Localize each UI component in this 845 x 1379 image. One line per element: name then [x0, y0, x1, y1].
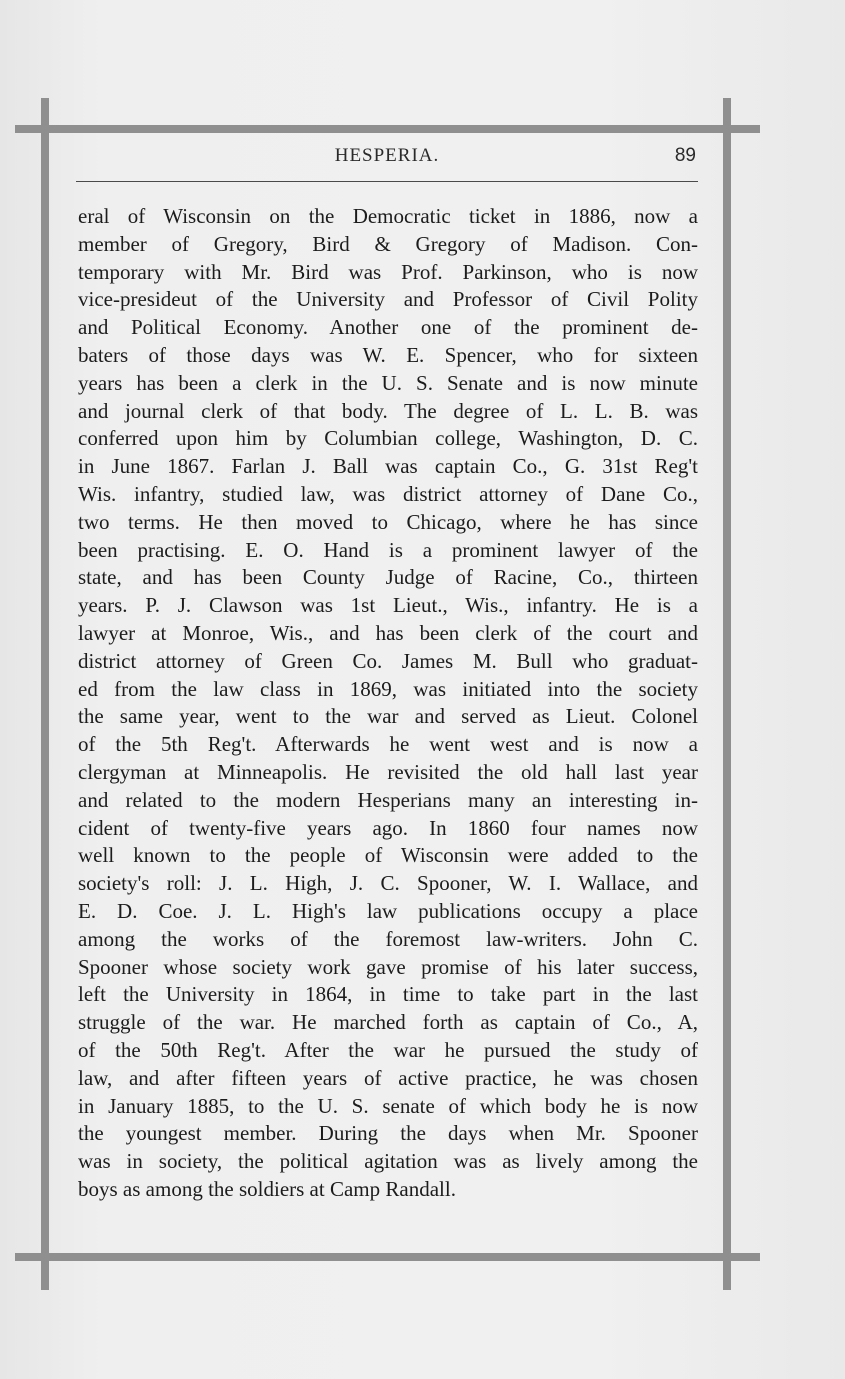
frame-rule-bottom	[15, 1253, 760, 1261]
text-line: years. P. J. Clawson was 1st Lieut., Wis., infantry. He is a	[78, 593, 698, 618]
text-line: temporary with Mr. Bird was Prof. Parkinson, who is now	[78, 259, 698, 284]
text-line: lawyer at Monroe, Wis., and has been clerk of the court and	[78, 620, 698, 645]
text-line: society's roll: J. L. High, J. C. Spooner, W. I. Wallace, and	[78, 871, 698, 896]
running-title: HESPERIA.	[334, 145, 440, 166]
frame-rule-left	[41, 98, 49, 1290]
text-line: and Political Economy. Another one of the prominent de-	[78, 315, 698, 340]
text-line: the same year, went to the war and served as Lieut. Colonel	[78, 704, 698, 729]
body-text	[78, 203, 698, 1204]
text-line: of the 5th Reg't. Afterwards he went west and is now a	[78, 732, 698, 757]
text-line: in January 1885, to the U. S. senate of which body he is now	[78, 1093, 698, 1118]
text-line: struggle of the war. He marched forth as captain of Co., A,	[78, 1010, 698, 1035]
text-line: Spooner whose society work gave promise of his later success,	[78, 954, 698, 979]
text-line: two terms. He then moved to Chicago, where he has since	[78, 509, 698, 534]
text-line: ed from the law class in 1869, was initiated into the society	[78, 676, 698, 701]
header-divider	[76, 181, 698, 182]
text-line: years has been a clerk in the U. S. Senate and is now minute	[78, 370, 698, 395]
text-line: clergyman at Minneapolis. He revisited the old hall last year	[78, 759, 698, 784]
text-line: vice-presideut of the University and Professor of Civil Polity	[78, 287, 698, 312]
text-line: eral of Wisconsin on the Democratic ticket in 1886, now a	[78, 204, 698, 228]
text-line: state, and has been County Judge of Racine, Co., thirteen	[78, 565, 698, 590]
text-line: the youngest member. During the days when Mr. Spooner	[78, 1121, 698, 1146]
text-line: left the University in 1864, in time to take part in the last	[78, 982, 698, 1007]
text-line: and related to the modern Hesperians many an interesting in-	[78, 787, 698, 812]
text-line: and journal clerk of that body. The degree of L. L. B. was	[78, 398, 698, 423]
text-line: cident of twenty-five years ago. In 1860 four names now	[78, 815, 698, 840]
text-line: was in society, the political agitation was as lively among the	[78, 1149, 698, 1174]
text-line: law, and after fifteen years of active practice, he was chosen	[78, 1065, 698, 1090]
text-line: conferred upon him by Columbian college, Washington, D. C.	[78, 426, 698, 451]
text-line: E. D. Coe. J. L. High's law publications occupy a place	[78, 898, 698, 923]
text-line: of the 50th Reg't. After the war he pursued the study of	[78, 1037, 698, 1062]
text-line: well known to the people of Wisconsin were added to the	[78, 843, 698, 868]
text-line: member of Gregory, Bird & Gregory of Madison. Con-	[78, 231, 698, 256]
frame-rule-top	[15, 125, 760, 133]
text-line: Wis. infantry, studied law, was district attorney of Dane Co.,	[78, 481, 698, 506]
text-line: among the works of the foremost law-writers. John C.	[78, 926, 698, 951]
text-line: boys as among the soldiers at Camp Randall.	[78, 1176, 456, 1201]
text-line: baters of those days was W. E. Spencer, who for sixteen	[78, 342, 698, 367]
text-line: been practising. E. O. Hand is a prominent lawyer of the	[78, 537, 698, 562]
text-line: in June 1867. Farlan J. Ball was captain Co., G. 31st Reg't	[78, 454, 698, 479]
page-number: 89	[674, 145, 696, 166]
frame-rule-right	[723, 98, 731, 1290]
running-head	[76, 143, 698, 173]
text-line: district attorney of Green Co. James M. Bull who graduat-	[78, 648, 698, 673]
